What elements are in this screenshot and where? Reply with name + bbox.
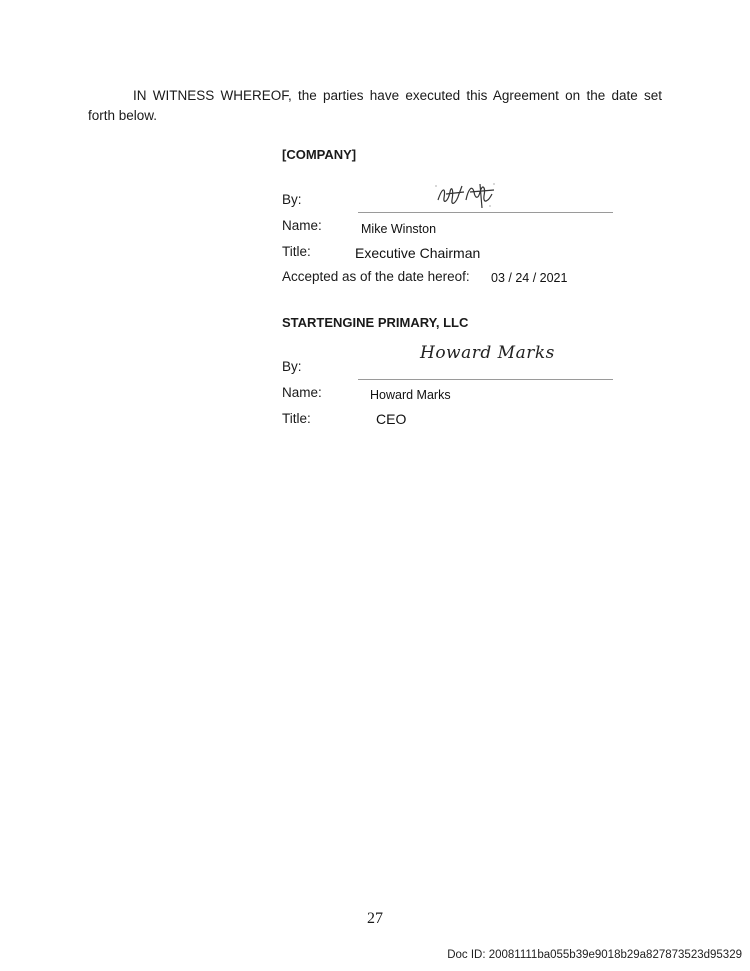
company-signature-line [358,212,613,213]
company-name-value: Mike Winston [361,222,437,236]
startengine-signature: Howard Marks [420,343,555,363]
company-title-label: Title: [282,244,311,259]
doc-id: Doc ID: 20081111ba055b39e9018b29a827873523d95329 [447,949,742,961]
startengine-title-label: Title: [282,411,311,426]
accepted-label: Accepted as of the date hereof: [282,269,470,284]
startengine-name-value: Howard Marks [370,388,451,402]
witness-text: IN WITNESS WHEREOF, the parties have executed this Agreement on the date set forth below. [88,88,662,123]
company-by-label: By: [282,192,302,207]
startengine-heading: STARTENGINE PRIMARY, LLC [282,315,469,330]
startengine-name-label: Name: [282,385,322,400]
company-name-label: Name: [282,218,322,233]
company-title-value: Executive Chairman [355,245,481,261]
startengine-by-label: By: [282,359,302,374]
page-number: 27 [367,910,383,927]
witness-paragraph [88,86,662,126]
accepted-date-value: 03 / 24 / 2021 [491,271,568,285]
startengine-signature-line [358,379,613,380]
startengine-title-value: CEO [376,411,407,427]
company-signature [432,178,502,212]
company-heading: [COMPANY] [282,147,357,162]
